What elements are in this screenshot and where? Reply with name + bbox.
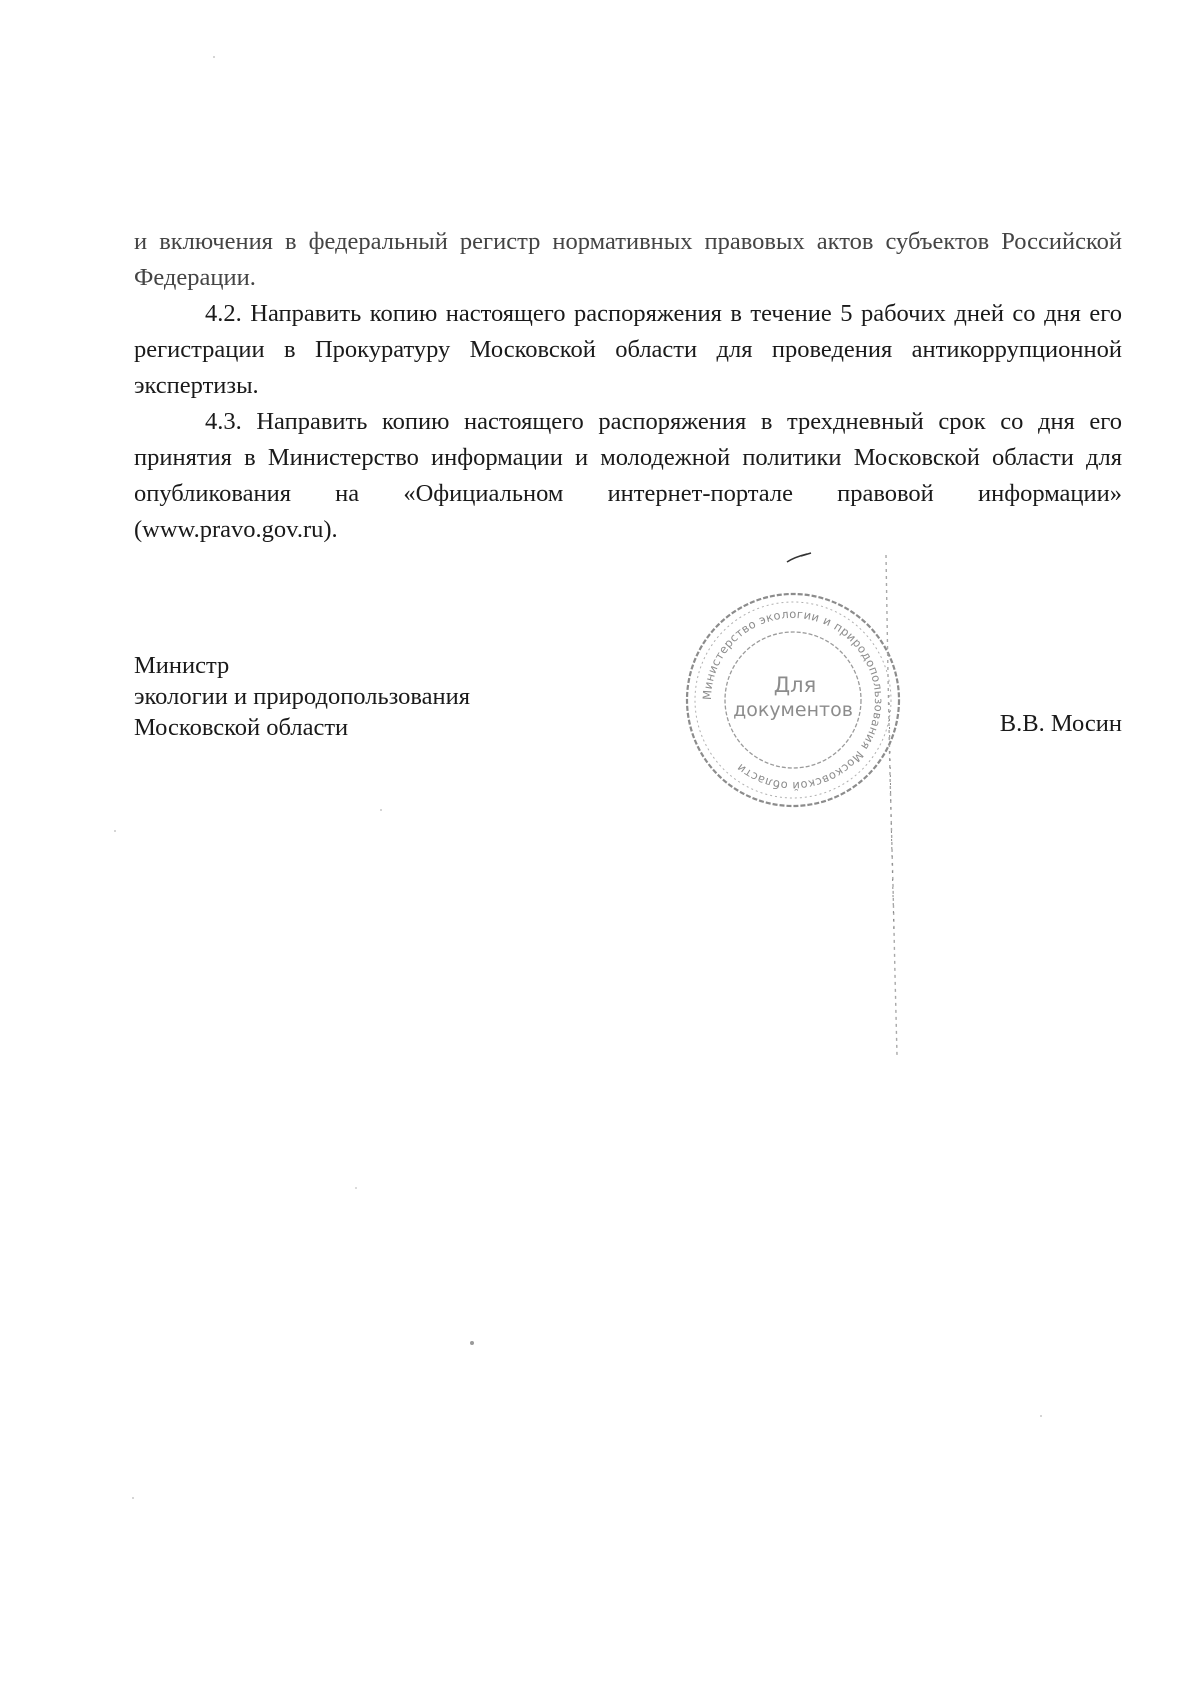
paragraph-continuation: и включения в федеральный регистр нормативных правовых актов субъектов Российской Федерации.	[134, 228, 1122, 291]
signature-scratch-mark	[785, 550, 815, 566]
scan-dot	[470, 1341, 474, 1345]
position-region: Московской области	[134, 714, 349, 741]
paragraph-4-3: 4.3. Направить копию настоящего распоряжения в трехдневный срок со дня его принятия в Министерство информации и молодежной политики Московской области для опубликования на «Официальном интернет-портале правовой информации» (www.pravo.gov.ru).	[134, 408, 1122, 543]
official-seal	[681, 588, 905, 812]
scan-dot	[132, 1497, 134, 1499]
signatory-position	[134, 650, 470, 743]
scan-dot	[380, 809, 382, 811]
scan-vertical-line	[880, 555, 920, 1055]
scan-dot	[213, 56, 215, 58]
scan-dot	[1040, 1415, 1042, 1417]
seal-center-line1: Для	[773, 673, 817, 697]
paragraph-4-2: 4.2. Направить копию настоящего распоряжения в течение 5 рабочих дней со дня его регистрации в Прокуратуру Московской области для проведения антикоррупционной экспертизы.	[134, 300, 1122, 399]
seal-center-line2: документов	[733, 699, 853, 721]
scan-dot	[355, 1187, 357, 1189]
position-title: Министр	[134, 652, 230, 679]
scan-dot	[114, 830, 116, 832]
signatory-name: В.В. Мосин	[999, 710, 1122, 737]
seal-ring-textpath: Министерство экологии и природопользования Московской области	[699, 606, 887, 794]
document-body	[134, 224, 1122, 548]
position-ministry: экологии и природопользования	[134, 683, 471, 710]
